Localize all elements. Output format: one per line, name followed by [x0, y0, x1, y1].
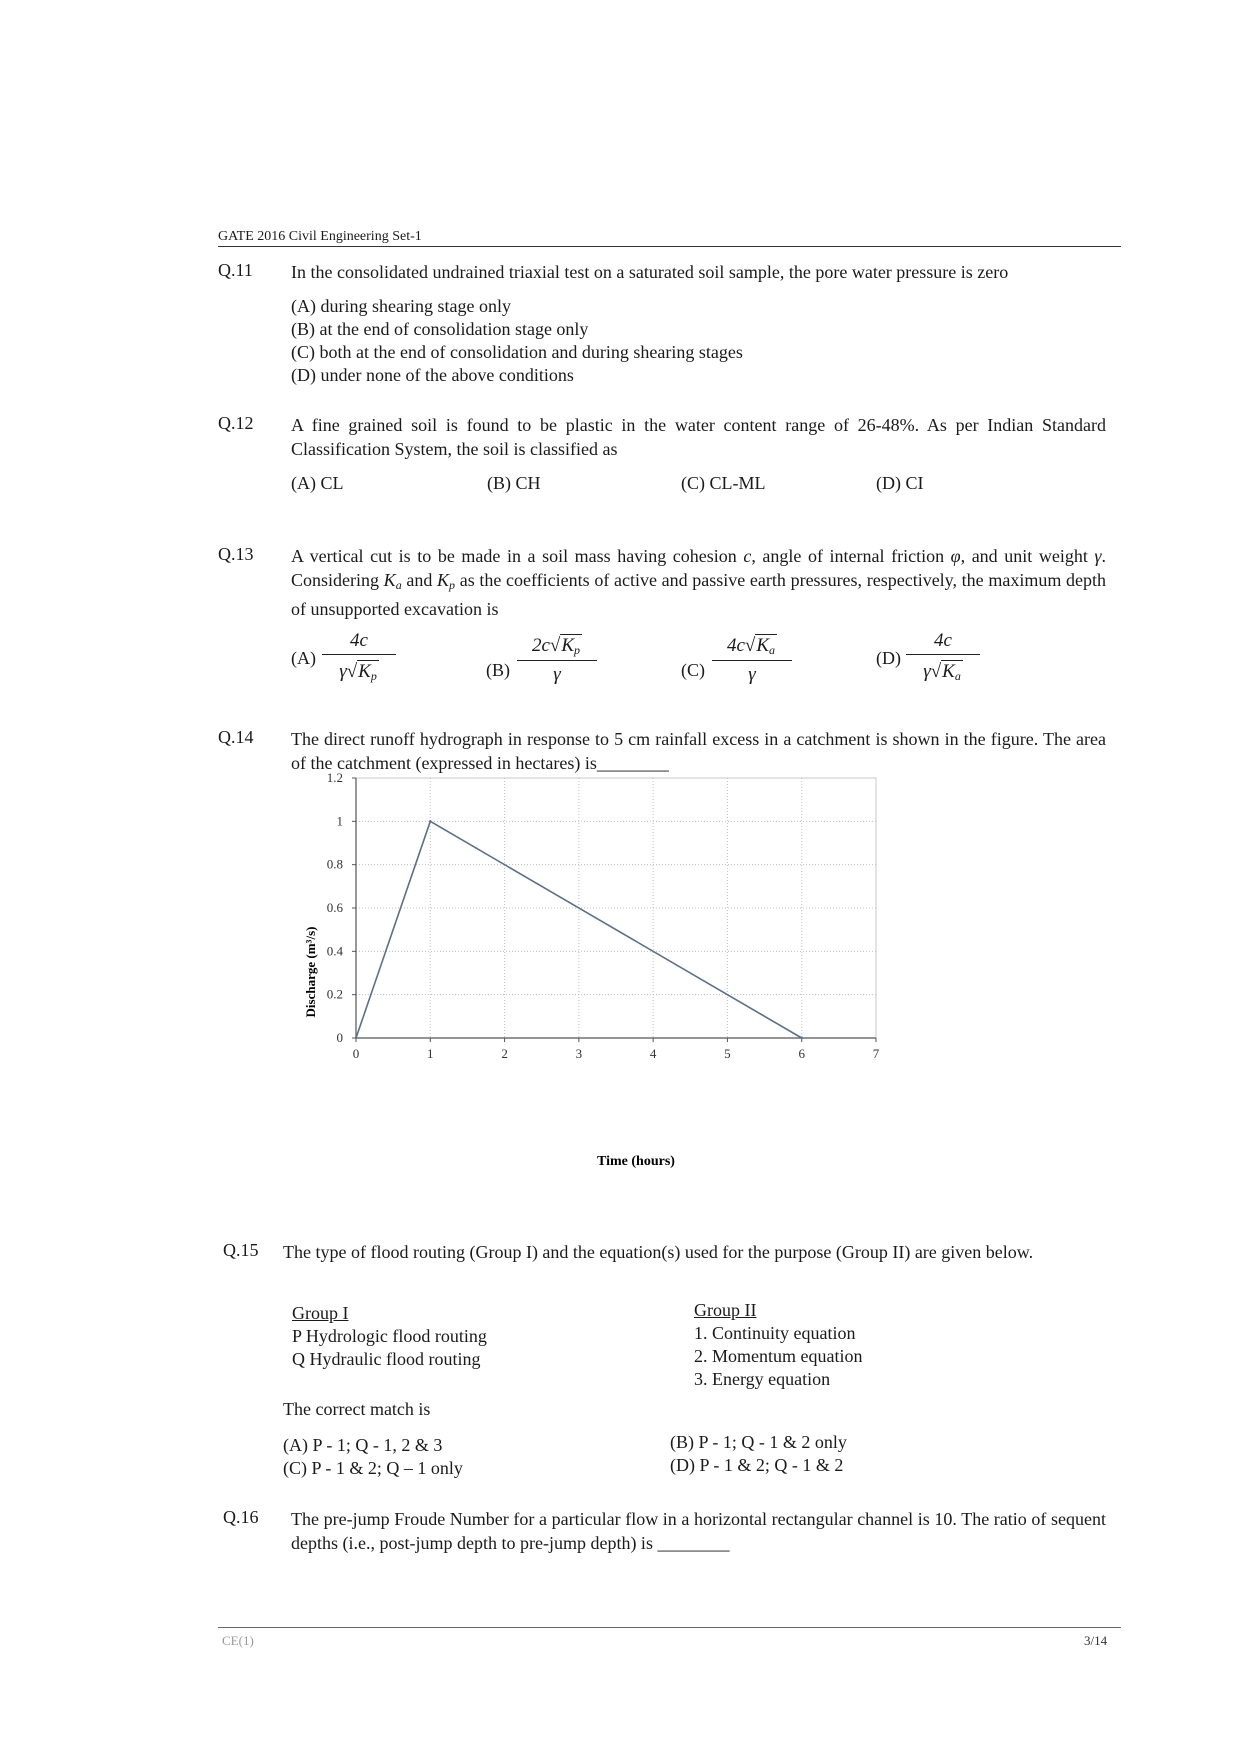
group-2-item-3: 3. Energy equation	[694, 1369, 831, 1389]
x-axis-label: Time (hours)	[597, 1154, 675, 1169]
x-tick-label: 3	[575, 1046, 583, 1061]
x-tick-label: 6	[798, 1046, 805, 1061]
y-tick-label: 0.2	[326, 986, 343, 1002]
group-2-item-2: 2. Momentum equation	[694, 1346, 863, 1366]
q12-option-c: (C) CL-ML	[681, 473, 766, 493]
y-tick-label: 0.4	[326, 943, 343, 959]
x-tick-label: 1	[427, 1046, 434, 1061]
question-number-15: Q.15	[223, 1240, 259, 1260]
chart-ticks	[327, 772, 880, 1061]
q13-option-a-label: (A)	[291, 648, 316, 668]
q15-option-c: (C) P - 1 & 2; Q – 1 only	[283, 1458, 463, 1478]
group-2-title: Group II	[694, 1300, 757, 1320]
q11-option-c: (C) both at the end of consolidation and during shearing stages	[291, 342, 743, 362]
question-text-14: The direct runoff hydrograph in response to 5 cm rainfall excess in a catchment is shown in the figure. The area of the catchment (expressed in hectares) is________	[291, 729, 1106, 773]
y-tick-label: 1.2	[326, 772, 343, 785]
group-1-item-p: P Hydrologic flood routing	[292, 1326, 487, 1346]
q13-option-d-label: (D)	[876, 648, 901, 668]
q11-option-b: (B) at the end of consolidation stage only	[291, 319, 589, 339]
q15-option-a: (A) P - 1; Q - 1, 2 & 3	[283, 1435, 443, 1455]
header-divider	[218, 246, 1121, 247]
page-header-title: GATE 2016 Civil Engineering Set-1	[218, 229, 422, 244]
hydrograph-chart	[296, 772, 936, 1172]
question-number-12: Q.12	[218, 413, 254, 433]
q15-option-d: (D) P - 1 & 2; Q - 1 & 2	[670, 1455, 844, 1475]
footer-divider	[218, 1627, 1121, 1628]
q15-prompt: The correct match is	[283, 1399, 431, 1419]
footer-code: CE(1)	[222, 1633, 254, 1648]
x-tick-label: 7	[872, 1046, 880, 1061]
q11-option-d: (D) under none of the above conditions	[291, 365, 574, 385]
group-1-title: Group I	[292, 1303, 349, 1323]
question-number-16: Q.16	[223, 1507, 259, 1527]
question-text-15: The type of flood routing (Group I) and the equation(s) used for the purpose (Group II) are given below.	[283, 1242, 1034, 1262]
question-number-11: Q.11	[218, 260, 253, 280]
question-number-13: Q.13	[218, 544, 254, 564]
footer-page-number: 3/14	[1084, 1633, 1108, 1648]
group-2-item-1: 1. Continuity equation	[694, 1323, 856, 1343]
x-tick-label: 0	[352, 1046, 360, 1061]
q15-option-b: (B) P - 1; Q - 1 & 2 only	[670, 1432, 847, 1452]
question-text-12: A fine grained soil is found to be plastic in the water content range of 26-48%. As per Indian Standard Classification System, the soil is classified as	[291, 415, 1106, 459]
x-tick-label: 4	[649, 1046, 657, 1061]
question-text-13: A vertical cut is to be made in a soil mass having cohesion c, angle of internal friction φ, and unit weight γ. Considering $K_a$ and $K_p$ as the coefficients of active and passive earth pressures, respectively, the maximum depth of unsupported excavation is	[291, 546, 1106, 619]
q11-option-a: (A) during shearing stage only	[291, 296, 511, 316]
y-axis-label: Discharge (m³/s)	[303, 926, 318, 1018]
q12-option-d: (D) CI	[876, 473, 924, 493]
x-tick-label: 2	[501, 1046, 508, 1061]
hydrograph-point	[355, 1037, 357, 1039]
y-tick-label: 0.8	[326, 856, 343, 872]
group-1-item-q: Q Hydraulic flood routing	[292, 1349, 481, 1369]
question-text-11: In the consolidated undrained triaxial test on a saturated soil sample, the pore water pressure is zero	[291, 262, 1009, 282]
x-tick-label: 5	[724, 1046, 731, 1061]
y-tick-label: 1	[336, 813, 343, 829]
question-number-14: Q.14	[218, 727, 254, 747]
hydrograph-point	[429, 820, 431, 822]
y-tick-label: 0	[336, 1030, 343, 1045]
q12-option-a: (A) CL	[291, 473, 344, 493]
q13-option-c-label: (C)	[681, 660, 705, 680]
q13-option-c-formula: $4c√K_a$ γ	[712, 632, 792, 686]
q12-option-b: (B) CH	[487, 473, 541, 493]
chart-grid	[356, 778, 876, 1038]
q13-option-a-formula: 4c $\gamma√K_p$	[322, 630, 396, 684]
hydrograph-point	[801, 1037, 803, 1039]
question-text-16: The pre-jump Froude Number for a particular flow in a horizontal rectangular channel is 10. The ratio of sequent depths (i.e., post-jump depth to pre-jump depth) is ________	[291, 1509, 1106, 1553]
y-tick-label: 0.6	[326, 900, 343, 915]
q13-option-b-formula: $2c√K_p$ γ	[517, 632, 597, 686]
q13-option-b-label: (B)	[486, 660, 510, 680]
q13-option-d-formula: 4c $\gamma√K_a$	[906, 630, 980, 684]
